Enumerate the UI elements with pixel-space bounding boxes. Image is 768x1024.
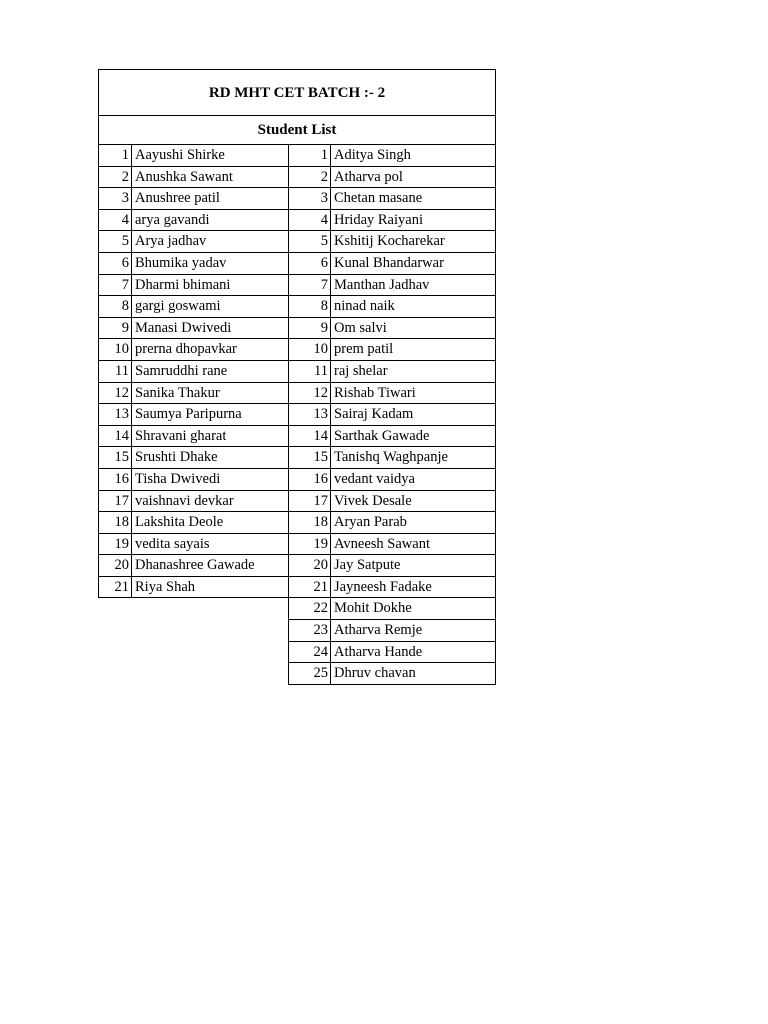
serial-number: 6 — [289, 253, 331, 274]
student-name: Anushree patil — [135, 190, 220, 207]
student-name: Samruddhi rane — [135, 362, 228, 379]
student-name: Sanika Thakur — [135, 384, 220, 401]
table-row — [98, 469, 289, 491]
serial-number: 20 — [99, 555, 132, 576]
student-name: Shravani gharat — [135, 427, 227, 444]
serial-number: 19 — [99, 534, 132, 555]
student-name: Hriday Raiyani — [334, 211, 423, 228]
student-name: Tanishq Waghpanje — [334, 449, 448, 466]
student-name: Lakshita Deole — [135, 514, 224, 531]
table-row — [98, 361, 289, 383]
student-list-sheet — [98, 69, 496, 685]
batch-title: RD MHT CET BATCH :- 2 — [98, 69, 496, 116]
serial-number: 17 — [99, 491, 132, 512]
table-row — [98, 210, 289, 232]
student-name: Dhanashree Gawade — [135, 557, 255, 574]
table-row — [98, 534, 289, 556]
serial-number: 24 — [289, 642, 331, 663]
table-row — [98, 491, 289, 513]
table-row — [288, 598, 496, 620]
student-name: Jayneesh Fadake — [334, 578, 432, 595]
table-row — [98, 383, 289, 405]
student-name: Bhumika yadav — [135, 254, 227, 271]
table-row — [288, 404, 496, 426]
student-name: prem patil — [334, 341, 394, 358]
table-row — [288, 555, 496, 577]
table-row — [288, 318, 496, 340]
serial-number: 9 — [289, 318, 331, 339]
serial-number: 6 — [99, 253, 132, 274]
student-columns — [98, 145, 496, 685]
serial-number: 21 — [99, 577, 132, 598]
student-name: Aryan Parab — [334, 514, 407, 531]
table-row — [98, 253, 289, 275]
table-row — [98, 188, 289, 210]
left-student-column — [98, 145, 289, 598]
serial-number: 12 — [289, 383, 331, 404]
table-row — [98, 231, 289, 253]
serial-number: 2 — [99, 167, 132, 188]
table-row — [288, 339, 496, 361]
table-row — [98, 577, 289, 599]
table-row — [288, 491, 496, 513]
serial-number: 19 — [289, 534, 331, 555]
table-row — [98, 447, 289, 469]
student-name: Tisha Dwivedi — [135, 470, 221, 487]
serial-number: 2 — [289, 167, 331, 188]
table-row — [288, 188, 496, 210]
student-name: raj shelar — [334, 362, 388, 379]
table-row — [98, 339, 289, 361]
student-name: vaishnavi devkar — [135, 492, 234, 509]
student-name: Sarthak Gawade — [334, 427, 430, 444]
serial-number: 7 — [99, 275, 132, 296]
student-name: Arya jadhav — [135, 233, 207, 250]
serial-number: 22 — [289, 598, 331, 619]
student-name: Atharva Remje — [334, 622, 423, 639]
table-row — [288, 447, 496, 469]
serial-number: 16 — [99, 469, 132, 490]
serial-number: 5 — [289, 231, 331, 252]
serial-number: 13 — [289, 404, 331, 425]
student-name: Atharva Hande — [334, 643, 423, 660]
table-row — [288, 167, 496, 189]
table-row — [288, 253, 496, 275]
serial-number: 4 — [99, 210, 132, 231]
serial-number: 10 — [289, 339, 331, 360]
table-row — [288, 383, 496, 405]
table-row — [98, 555, 289, 577]
table-row — [288, 620, 496, 642]
student-name: Chetan masane — [334, 190, 423, 207]
student-name: vedant vaidya — [334, 470, 415, 487]
student-name: Om salvi — [334, 319, 387, 336]
list-subtitle: Student List — [98, 116, 496, 145]
serial-number: 20 — [289, 555, 331, 576]
table-row — [288, 577, 496, 599]
table-row — [288, 534, 496, 556]
serial-number: 18 — [99, 512, 132, 533]
serial-number: 14 — [99, 426, 132, 447]
student-name: vedita sayais — [135, 535, 210, 552]
serial-number: 17 — [289, 491, 331, 512]
serial-number: 1 — [99, 145, 132, 166]
student-name: Anushka Sawant — [135, 168, 233, 185]
student-name: ninad naik — [334, 298, 395, 315]
serial-number: 21 — [289, 577, 331, 598]
serial-number: 15 — [289, 447, 331, 468]
serial-number: 12 — [99, 383, 132, 404]
serial-number: 14 — [289, 426, 331, 447]
serial-number: 25 — [289, 663, 331, 684]
student-name: Aditya Singh — [334, 147, 411, 163]
serial-number: 7 — [289, 275, 331, 296]
serial-number: 10 — [99, 339, 132, 360]
student-name: Manasi Dwivedi — [135, 319, 232, 336]
student-name: Sairaj Kadam — [334, 406, 414, 423]
serial-number: 3 — [99, 188, 132, 209]
serial-number: 3 — [289, 188, 331, 209]
serial-number: 11 — [289, 361, 331, 382]
student-name: Riya Shah — [135, 578, 196, 595]
table-row — [288, 361, 496, 383]
table-row — [288, 231, 496, 253]
student-name: Aayushi Shirke — [135, 147, 225, 163]
serial-number: 9 — [99, 318, 132, 339]
table-row — [288, 663, 496, 685]
table-row — [288, 210, 496, 232]
table-row — [98, 145, 289, 167]
serial-number: 13 — [99, 404, 132, 425]
right-student-column — [288, 145, 496, 685]
student-name: Atharva pol — [334, 168, 403, 185]
serial-number: 11 — [99, 361, 132, 382]
student-name: Manthan Jadhav — [334, 276, 430, 293]
table-row — [288, 512, 496, 534]
serial-number: 15 — [99, 447, 132, 468]
serial-number: 1 — [289, 145, 331, 166]
table-row — [98, 404, 289, 426]
student-name: prerna dhopavkar — [135, 341, 237, 358]
serial-number: 18 — [289, 512, 331, 533]
table-row — [98, 426, 289, 448]
table-row — [288, 426, 496, 448]
student-name: Mohit Dokhe — [334, 600, 412, 617]
student-name: Kunal Bhandarwar — [334, 254, 444, 271]
student-name: arya gavandi — [135, 211, 210, 228]
table-row — [288, 145, 496, 167]
student-name: Dhruv chavan — [334, 665, 416, 682]
student-name: Saumya Paripurna — [135, 406, 242, 423]
student-name: Kshitij Kocharekar — [334, 233, 445, 250]
serial-number: 8 — [289, 296, 331, 317]
serial-number: 16 — [289, 469, 331, 490]
table-row — [98, 318, 289, 340]
student-name: Avneesh Sawant — [334, 535, 430, 552]
table-row — [98, 296, 289, 318]
table-row — [288, 296, 496, 318]
table-row — [98, 275, 289, 297]
table-row — [98, 512, 289, 534]
serial-number: 8 — [99, 296, 132, 317]
student-name: Rishab Tiwari — [334, 384, 416, 401]
serial-number: 5 — [99, 231, 132, 252]
student-name: gargi goswami — [135, 298, 221, 315]
student-name: Vivek Desale — [334, 492, 412, 509]
serial-number: 23 — [289, 620, 331, 641]
serial-number: 4 — [289, 210, 331, 231]
student-name: Srushti Dhake — [135, 449, 218, 466]
student-name: Jay Satpute — [334, 557, 401, 574]
table-row — [288, 469, 496, 491]
student-name: Dharmi bhimani — [135, 276, 231, 293]
table-row — [98, 167, 289, 189]
table-row — [288, 275, 496, 297]
table-row — [288, 642, 496, 664]
